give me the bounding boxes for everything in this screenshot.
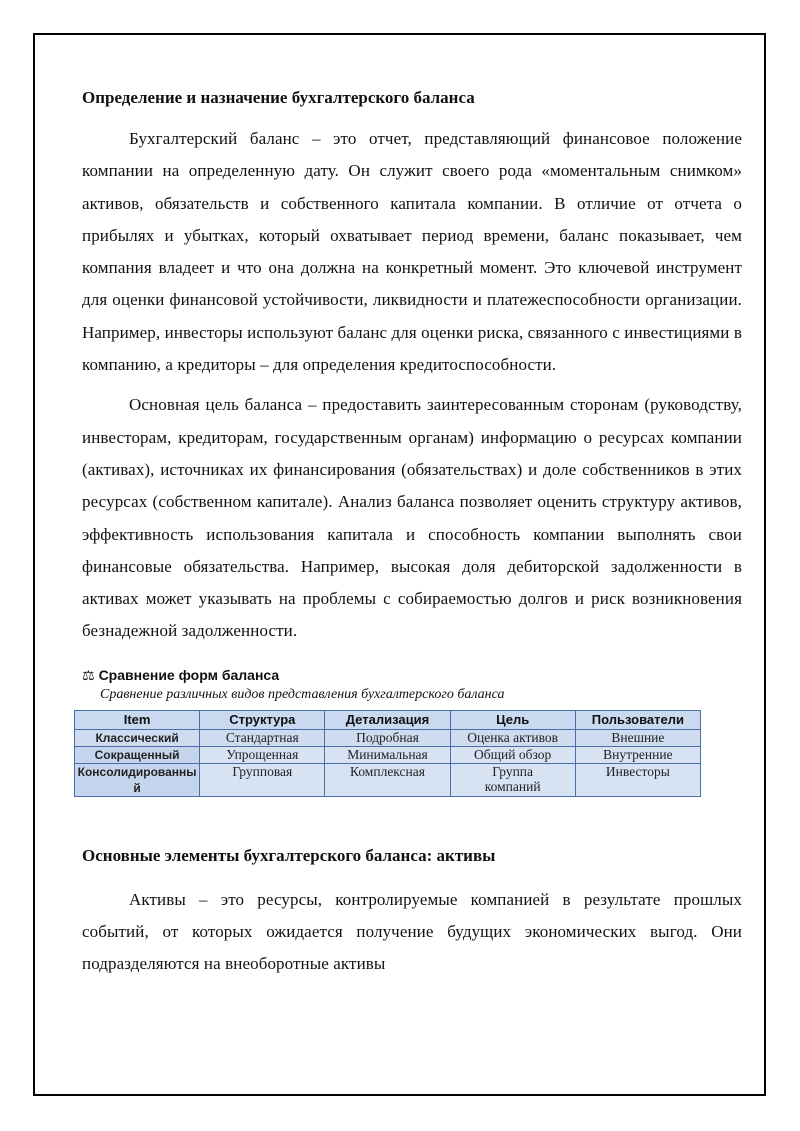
column-header: Детализация [325,710,450,729]
row-header: Консолидированный [75,763,200,796]
table-cell: Группа компаний [450,763,575,796]
paragraph-definition: Бухгалтерский баланс – это отчет, представляющий финансовое положение компании на определенную дату. Он служит своего рода «моментальным снимком» активов, обязательств и собственного капитала компании. В отличие от отчета о прибылях и убытках, который охватывает период времени, баланс показывает, чем компания владеет и что она должна на конкретный момент. Это ключевой инструмент для оценки финансовой устойчивости, ликвидности и платежеспособности организации. Например, инвесторы используют баланс для оценки риска, связанного с инвестициями в компанию, а кредиторы – для определения кредитоспособности. [82,129,742,375]
column-header: Пользователи [575,710,700,729]
document-body [77,86,742,981]
table-cell: Комплексная [325,763,450,796]
table-cell: Подробная [325,729,450,746]
paragraph-assets: Активы – это ресурсы, контролируемые компанией в результате прошлых событий, от которых ожидается получение будущих экономических выгод. Они подразделяются на внеоборотные активы [82,889,742,974]
comparison-table [74,710,701,797]
table-cell: Общий обзор [450,746,575,763]
paragraph-purpose: Основная цель баланса – предоставить заинтересованным сторонам (руководству, инвесторам, кредиторам, государственным органам) информацию о ресурсах компании (активах), источниках их финансирования (обязательствах) и доле собственников в этих ресурсах (собственном капитале). Анализ баланса позволяет оценить структуру активов, эффективность использования капитала и способность компании выполнять свои финансовые обязательства. Например, высокая доля дебиторской задолженности в активах может указывать на проблемы с собираемостью долгов и риск возникновения безнадежной задолженности. [82,395,742,641]
table-row [75,746,701,763]
table-subtitle: Сравнение различных видов представления бухгалтерского баланса [100,686,505,702]
table-cell: Внешние [575,729,700,746]
table-cell: Упрощенная [200,746,325,763]
column-header: Структура [200,710,325,729]
table-cell: Групповая [200,763,325,796]
scales-icon: ⚖ [82,666,95,683]
column-header: Item [75,710,200,729]
row-header: Классический [75,729,200,746]
table-cell: Инвесторы [575,763,700,796]
row-header: Сокращенный [75,746,200,763]
table-row [75,763,701,796]
table-caption [82,666,742,684]
table-header-row [75,710,701,729]
table-row [75,729,701,746]
table-title: Сравнение форм баланса [98,666,280,683]
table-cell: Минимальная [325,746,450,763]
table-cell: Внутренние [575,746,700,763]
table-cell: Оценка активов [450,729,575,746]
section-heading-definition: Определение и назначение бухгалтерского баланса [82,88,475,107]
table-cell: Стандартная [200,729,325,746]
section-heading-assets: Основные элементы бухгалтерского баланса: активы [82,845,496,865]
column-header: Цель [450,710,575,729]
spacer [82,797,742,844]
